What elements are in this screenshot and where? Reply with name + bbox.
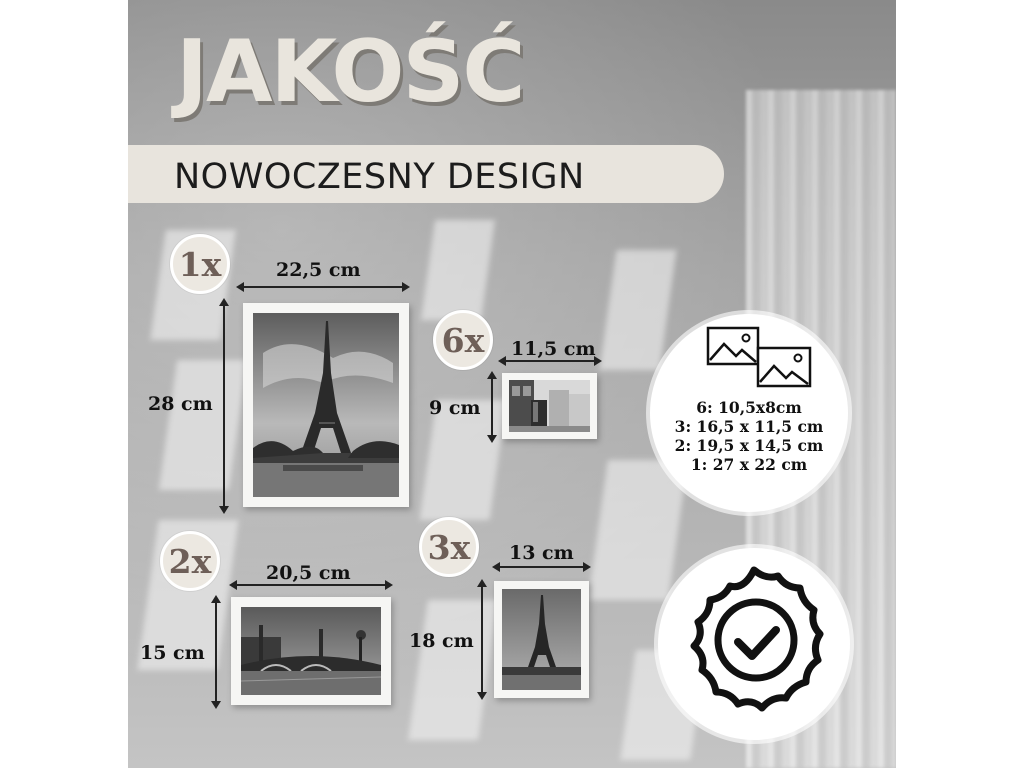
- width-label-small: 11,5 cm: [511, 338, 596, 360]
- width-arrow-small: [500, 360, 600, 362]
- quantity-badge-1x: 1x: [170, 234, 230, 294]
- size-line-3: 3: 16,5 x 11,5 cm: [674, 417, 824, 436]
- width-label-medium: 13 cm: [509, 542, 574, 564]
- page-subtitle: NOWOCZESNY DESIGN: [174, 157, 585, 197]
- quantity-badge-2x: 2x: [160, 531, 220, 591]
- quantity-badge-6x: 6x: [433, 310, 493, 370]
- height-arrow-small: [491, 373, 493, 441]
- size-line-2: 2: 19,5 x 14,5 cm: [674, 436, 824, 455]
- quality-badge-circle: [658, 548, 850, 740]
- product-canvas: [128, 0, 896, 768]
- size-line-6: 6: 10,5x8cm: [696, 398, 802, 417]
- paris-street-photo: [509, 380, 590, 432]
- height-label-landscape: 15 cm: [140, 642, 205, 664]
- images-icon: [706, 326, 816, 392]
- quantity-badge-3x: 3x: [419, 517, 479, 577]
- height-label-large: 28 cm: [148, 393, 213, 415]
- width-arrow-landscape: [231, 584, 391, 586]
- height-arrow-large: [223, 300, 225, 512]
- height-label-small: 9 cm: [429, 397, 481, 419]
- eiffel-tower-photo: [253, 313, 399, 497]
- width-arrow-medium: [494, 566, 589, 568]
- photo-sizes-circle: [650, 314, 848, 512]
- height-arrow-medium: [481, 581, 483, 698]
- frame-landscape: [231, 597, 391, 705]
- height-label-medium: 18 cm: [409, 630, 474, 652]
- check-seal-icon: [674, 564, 834, 724]
- width-arrow-large: [238, 286, 408, 288]
- height-arrow-landscape: [215, 597, 217, 707]
- frame-medium: [494, 581, 589, 698]
- frame-small: [502, 373, 597, 439]
- size-line-1: 1: 27 x 22 cm: [690, 455, 808, 474]
- eiffel-tower-photo-medium: [502, 589, 581, 690]
- width-label-large: 22,5 cm: [276, 259, 361, 281]
- page-title: JAKOŚĆ: [176, 22, 524, 122]
- bridge-photo: [241, 607, 381, 695]
- width-label-landscape: 20,5 cm: [266, 562, 351, 584]
- frame-large: [243, 303, 409, 507]
